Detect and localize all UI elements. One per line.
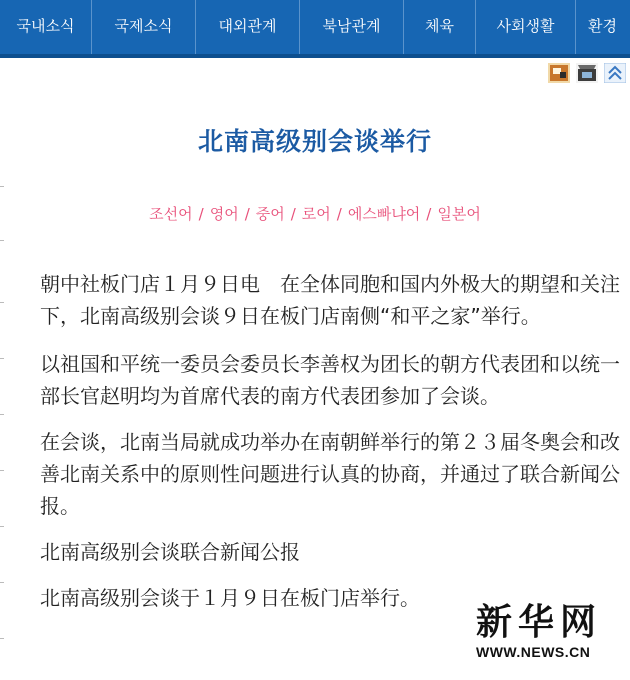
article-paragraph: 以祖国和平统一委员会委员长李善权为团长的朝方代表团和以统一部长官赵明均为首席代表的南方代表团参加了会谈。 [40, 352, 620, 408]
nav-item-social-life[interactable]: 사회생활 [476, 0, 576, 54]
lang-separator: / [336, 205, 342, 223]
lang-separator: / [290, 205, 296, 223]
nav-item-foreign-relations[interactable]: 대외관계 [196, 0, 300, 54]
lang-separator: / [426, 205, 432, 223]
lang-link-chinese[interactable]: 중어 [255, 205, 285, 223]
lang-separator: / [198, 205, 204, 223]
lang-link-spanish[interactable]: 에스빠냐어 [347, 205, 421, 223]
article-title: 北南高级别会谈举行 [197, 127, 432, 156]
lang-link-english[interactable]: 영어 [209, 205, 239, 223]
nav-item-environment[interactable]: 환경 [588, 16, 617, 35]
lang-separator: / [244, 205, 250, 223]
article-paragraph: 朝中社板门店１月９日电 在全体同胞和国内外极大的期望和关注下，北南高级别会谈９日在板门店南侧“和平之家”举行。 [40, 272, 620, 328]
article-toolbar [548, 60, 626, 86]
article-paragraph: 北南高级别会谈于１月９日在板门店举行。 [40, 586, 420, 610]
top-navbar [0, 0, 630, 58]
article-body [40, 268, 624, 628]
language-links [0, 203, 630, 224]
xinhua-watermark [476, 594, 626, 674]
scroll-top-icon[interactable] [604, 63, 626, 83]
video-icon[interactable] [576, 63, 598, 83]
print-icon[interactable] [548, 63, 570, 83]
lang-link-russian[interactable]: 로어 [301, 205, 331, 223]
lang-link-korean[interactable]: 조선어 [149, 205, 193, 223]
left-edge-ticks [0, 90, 4, 680]
watermark-url: WWW.NEWS.CN [476, 644, 591, 660]
nav-item-north-south-relations[interactable]: 북남관계 [300, 0, 404, 54]
lang-link-japanese[interactable]: 일본어 [437, 205, 481, 223]
watermark-chinese: 新华网 [476, 602, 603, 643]
nav-item-domestic-news[interactable]: 국내소식 [0, 0, 92, 54]
article-paragraph: 北南高级别会谈联合新闻公报 [40, 540, 300, 564]
nav-item-international-news[interactable]: 국제소식 [92, 0, 196, 54]
article-paragraph: 在会谈，北南当局就成功举办在南朝鲜举行的第２３届冬奥会和改善北南关系中的原则性问题进行认真的协商，并通过了联合新闻公报。 [40, 430, 620, 518]
nav-item-sports[interactable]: 체육 [404, 0, 476, 54]
